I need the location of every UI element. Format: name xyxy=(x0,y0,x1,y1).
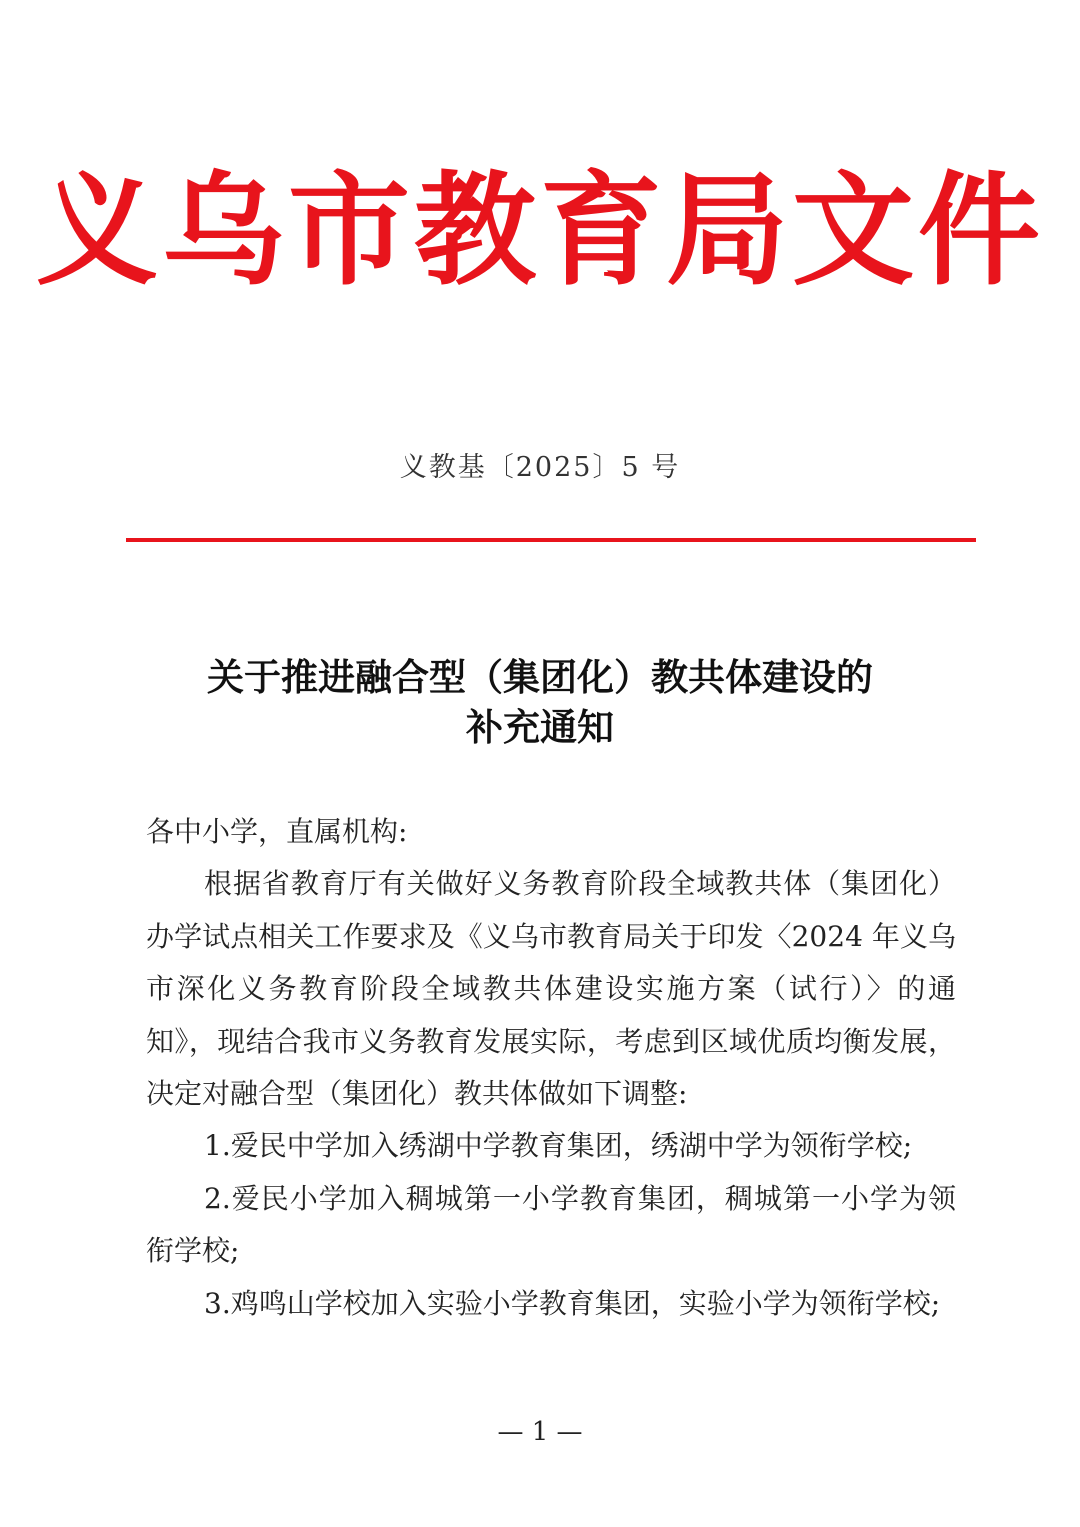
page-number: — 1 — xyxy=(497,1417,583,1447)
document-number: 义教基〔2025〕5 号 xyxy=(399,452,681,483)
title-line-2: 补充通知 xyxy=(466,705,614,749)
document-body xyxy=(146,806,956,1330)
title-line-1: 关于推进融合型（集团化）教共体建设的 xyxy=(207,655,873,699)
body-paragraph-item-3: 3.鸡鸣山学校加入实验小学教育集团，实验小学为领衔学校; xyxy=(204,1286,941,1320)
salutation: 各中小学，直属机构: xyxy=(146,815,408,848)
body-paragraph-intro: 根据省教育厅有关做好义务教育阶段全域教共体（集团化）办学试点相关工作要求及《义乌市教育局关于印发〈2024 年义乌市深化义务教育阶段全域教共体建设实施方案（试行）〉的通知》，现结合我市义务教育发展实际，考虑到区域优质均衡发展，决定对融合型（集团化）教共体做如下调整: xyxy=(146,867,956,1111)
document-masthead: 义乌市教育局文件 xyxy=(36,158,1044,302)
body-paragraph-item-2: 2.爱民小学加入稠城第一小学教育集团，稠城第一小学为领衔学校; xyxy=(146,1181,956,1268)
body-paragraph-item-1: 1.爱民中学加入绣湖中学教育集团，绣湖中学为领衔学校; xyxy=(204,1129,913,1163)
document-title xyxy=(90,652,990,752)
red-divider-line xyxy=(126,538,976,542)
